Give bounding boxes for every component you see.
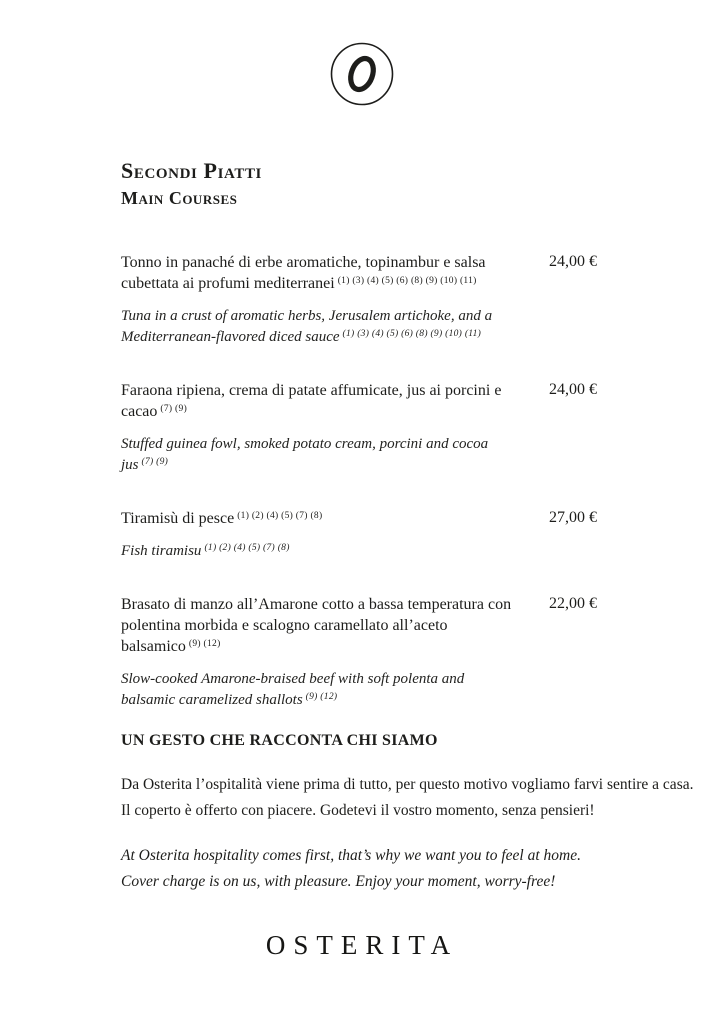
item-name-text: Faraona ripiena, crema di patate affumicate, jus ai porcini e cacao <box>121 382 502 420</box>
item-allergens: (7) (9) <box>160 404 188 414</box>
section-title <box>121 158 262 209</box>
item-allergens: (1) (2) (4) (5) (7) (8) <box>204 543 290 553</box>
item-name-text: Brasato di manzo all’Amarone cotto a bassa temperatura con polentina morbida e scalogno caramellato all’aceto balsamico <box>121 596 512 655</box>
menu-item <box>121 594 597 713</box>
item-name-text: Tiramisù di pesce <box>121 510 235 527</box>
item-translation-text: Stuffed guinea fowl, smoked potato cream, porcini and cocoa jus <box>121 436 489 473</box>
item-allergens: (9) (12) <box>305 692 338 702</box>
osterita-logo-icon <box>330 42 394 106</box>
menu-item <box>121 380 597 478</box>
note-paragraph-italian <box>121 772 707 824</box>
footer <box>0 930 724 961</box>
item-name-text: Tonno in panaché di erbe aromatiche, topinambur e salsa cubettata ai profumi mediterranei <box>121 254 486 292</box>
note-line: Da Osterita l’ospitalità viene prima di tutto, per questo motivo vogliamo farvi sentire a casa. <box>121 776 694 793</box>
item-allergens: (9) (12) <box>188 639 221 649</box>
item-translation-text: Tuna in a crust of aromatic herbs, Jerusalem artichoke, and a Mediterranean-flavored diced sauce <box>121 308 493 345</box>
item-allergens: (1) (3) (4) (5) (6) (8) (9) (10) (11) <box>342 329 482 339</box>
item-price: 22,00 € <box>549 595 597 612</box>
menu-item <box>121 252 597 350</box>
menu-item <box>121 508 597 564</box>
hospitality-note <box>121 731 707 895</box>
item-allergens: (1) (3) (4) (5) (6) (8) (9) (10) (11) <box>337 276 477 286</box>
note-line: At Osterita hospitality comes first, that’s why we want you to feel at home. <box>121 847 581 864</box>
item-price: 27,00 € <box>549 509 597 526</box>
note-line: Il coperto è offerto con piacere. Godetevi il vostro momento, senza pensieri! <box>121 802 595 819</box>
note-paragraph-english <box>121 843 707 895</box>
item-translation-text: Fish tiramisu <box>121 543 202 559</box>
item-name-english <box>121 541 515 564</box>
section-title-italian: Secondi Piatti <box>121 158 262 183</box>
item-name-italian <box>121 508 515 532</box>
brand-wordmark: OSTERITA <box>265 930 459 960</box>
item-allergens: (7) (9) <box>141 457 169 467</box>
section-title-english: Main Courses <box>121 188 238 208</box>
item-name-italian <box>121 252 515 297</box>
item-price: 24,00 € <box>549 381 597 398</box>
note-heading: UN GESTO CHE RACCONTA CHI SIAMO <box>121 732 438 749</box>
menu-item-list <box>121 252 597 743</box>
item-name-italian <box>121 380 515 425</box>
item-name-italian <box>121 594 515 660</box>
item-price: 24,00 € <box>549 253 597 270</box>
item-name-english <box>121 434 515 478</box>
item-name-english <box>121 306 515 350</box>
note-line: Cover charge is on us, with pleasure. Enjoy your moment, worry-free! <box>121 873 556 890</box>
item-allergens: (1) (2) (4) (5) (7) (8) <box>237 511 323 521</box>
item-name-english <box>121 669 515 713</box>
item-translation-text: Slow-cooked Amarone-braised beef with soft polenta and balsamic caramelized shallots <box>121 671 465 708</box>
